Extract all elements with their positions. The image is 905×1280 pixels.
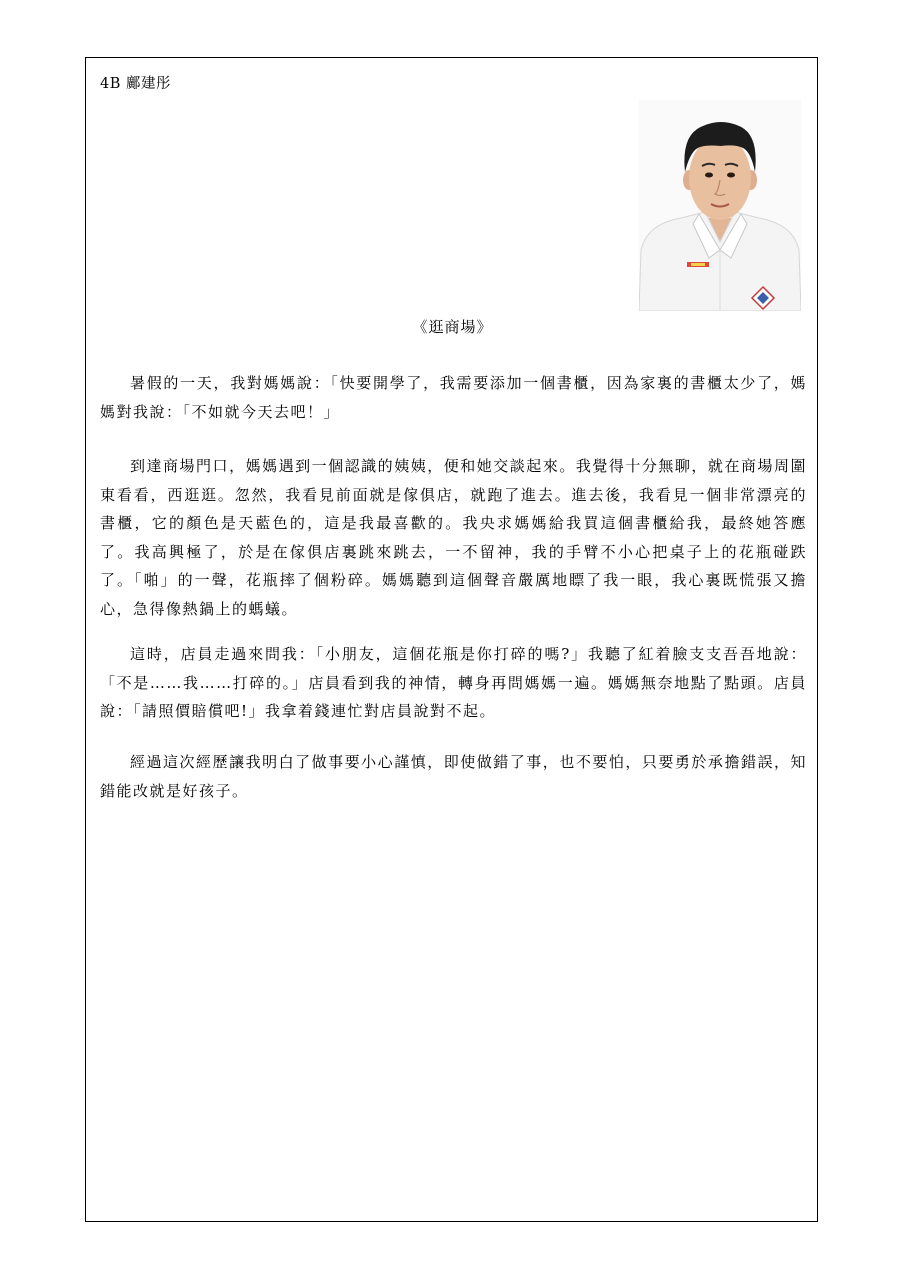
author-label: 4B 鄺建彤 [100, 76, 171, 92]
essay-title: 《逛商場》 [412, 318, 493, 336]
essay-paragraph-2: 到達商場門口，媽媽遇到一個認識的姨姨，便和她交談起來。我覺得十分無聊，就在商場周圍東看看，西逛逛。忽然，我看見前面就是傢俱店，就跑了進去。進去後，我看見一個非常漂亮的書櫃，它的顏色是天藍色的，這是我最喜歡的。我央求媽媽給我買這個書櫃給我，最終她答應了。我高興極了，於是在傢俱店裏跳來跳去，一不留神，我的手臂不小心把桌子上的花瓶碰跌了。「啪」的一聲，花瓶摔了個粉碎。媽媽聽到這個聲音嚴厲地瞟了我一眼，我心裏既慌張又擔心，急得像熱鍋上的螞蟻。 [100, 457, 807, 618]
essay-paragraph-1: 暑假的一天，我對媽媽說：「快要開學了，我需要添加一個書櫃，因為家裏的書櫃太少了，媽媽對我說：「不如就今天去吧！」 [100, 374, 807, 421]
essay-paragraph-4: 經過這次經歷讓我明白了做事要小心謹慎，即使做錯了事，也不要怕，只要勇於承擔錯誤，知錯能改就是好孩子。 [100, 753, 807, 800]
essay-paragraph-3: 這時，店員走過來問我：「小朋友，這個花瓶是你打碎的嗎?」我聽了紅着臉支支吾吾地說：「不是……我……打碎的。」店員看到我的神情，轉身再問媽媽一遍。媽媽無奈地點了點頭。店員說：「請照價賠償吧!」我拿着錢連忙對店員說對不起。 [100, 645, 807, 720]
student-photo [639, 100, 801, 311]
